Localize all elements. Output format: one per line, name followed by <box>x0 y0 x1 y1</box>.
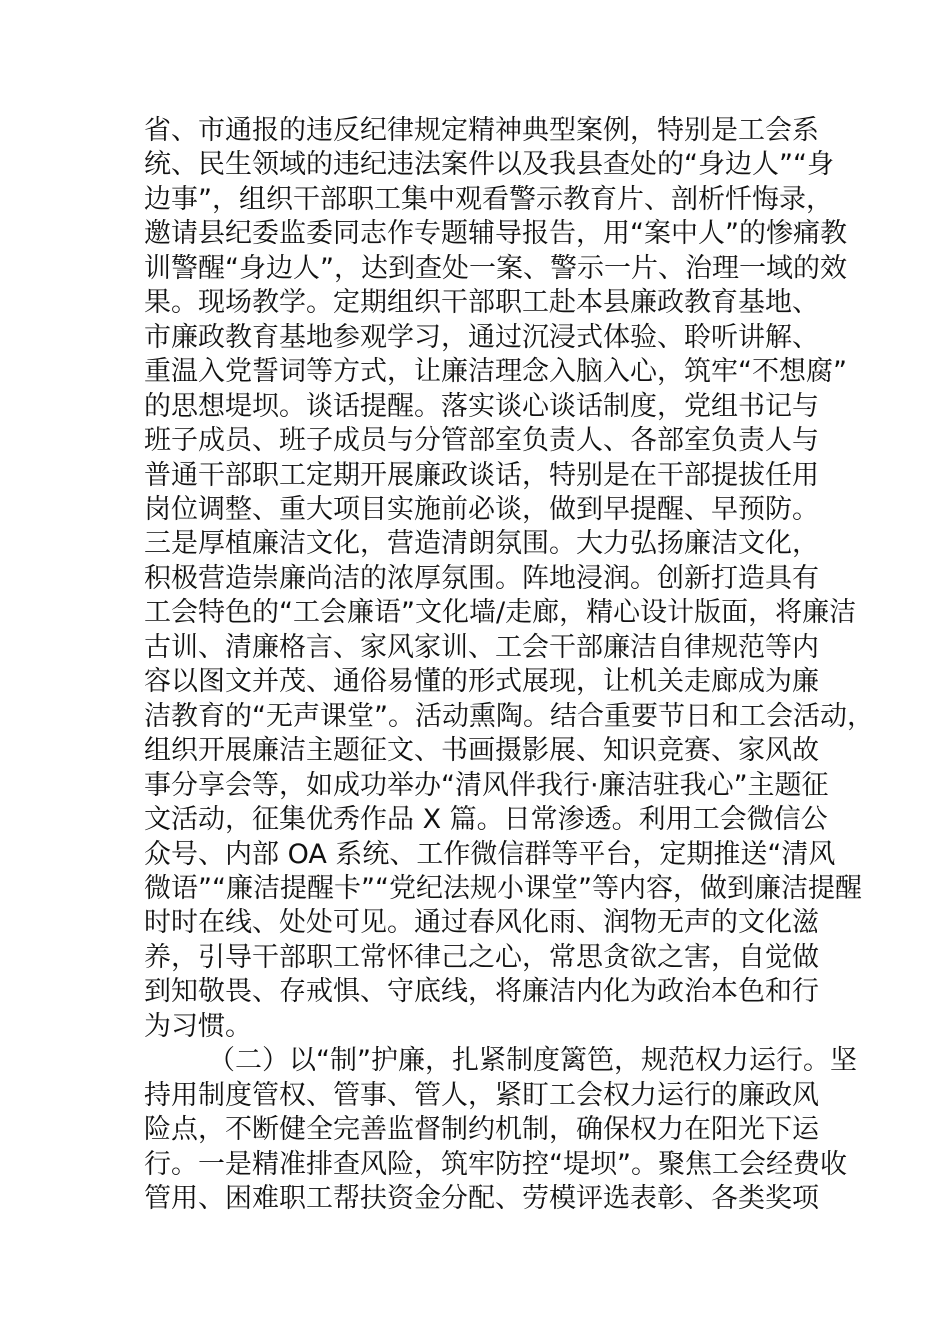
text-line: 三是厚植廉洁文化，营造清朗氛围。大力弘扬廉洁文化， <box>144 528 819 560</box>
text-line: 养，引导干部职工常怀律己之心，常思贪欲之害，自觉做 <box>144 941 819 973</box>
text-line: 持用制度管权、管事、管人，紧盯工会权力运行的廉政风 <box>144 1079 819 1111</box>
text-line: 邀请县纪委监委同志作专题辅导报告，用“案中人”的惨痛教 <box>144 218 847 250</box>
text-line: 重温入党誓词等方式，让廉洁理念入脑入心，筑牢“不想腐” <box>144 356 847 388</box>
text-line: 众号、内部 OA 系统、工作微信群等平台，定期推送“清风 <box>144 838 836 870</box>
text-line: 班子成员、班子成员与分管部室负责人、各部室负责人与 <box>144 425 819 457</box>
text-line: 省、市通报的违反纪律规定精神典型案例，特别是工会系 <box>144 115 819 146</box>
text-line: 工会特色的“工会廉语”文化墙/走廊，精心设计版面，将廉洁 <box>144 597 857 629</box>
text-line: 行。一是精准排查风险，筑牢防控“堤坝”。聚焦工会经费收 <box>144 1148 847 1180</box>
text-line: 古训、清廉格言、家风家训、工会干部廉洁自律规范等内 <box>144 631 819 663</box>
text-line: 积极营造崇廉尚洁的浓厚氛围。阵地浸润。创新打造具有 <box>144 562 819 594</box>
text-line: 管用、困难职工帮扶资金分配、劳模评选表彰、各类奖项 <box>144 1183 819 1215</box>
text-line: 洁教育的“无声课堂”。活动熏陶。结合重要节日和工会活动， <box>144 700 874 732</box>
paragraph-1 <box>144 114 874 1044</box>
document-page <box>144 114 874 1217</box>
text-line: 险点，不断健全完善监督制约机制，确保权力在阳光下运 <box>144 1114 819 1146</box>
text-line: 训警醒“身边人”，达到查处一案、警示一片、治理一域的效 <box>144 252 847 284</box>
text-line: 事分享会等，如成功举办“清风伴我行·廉洁驻我心”主题征 <box>144 769 829 801</box>
text-line-indented: （二）以“制”护廉，扎紧制度篱笆，规范权力运行。坚 <box>208 1045 857 1077</box>
text-line: 时时在线、处处可见。通过春风化雨、润物无声的文化滋 <box>144 907 819 939</box>
text-line: 的思想堤坝。谈话提醒。落实谈心谈话制度，党组书记与 <box>144 390 819 422</box>
text-line: 容以图文并茂、通俗易懂的形式展现，让机关走廊成为廉 <box>144 666 819 698</box>
paragraph-2 <box>144 1044 857 1216</box>
text-line: 统、民生领域的违纪违法案件以及我县查处的“身边人”“身 <box>144 149 834 181</box>
text-line: 到知敬畏、存戒惧、守底线，将廉洁内化为政治本色和行 <box>144 976 819 1008</box>
text-line: 普通干部职工定期开展廉政谈话，特别是在干部提拔任用 <box>144 459 819 491</box>
text-line: 组织开展廉洁主题征文、书画摄影展、知识竞赛、家风故 <box>144 735 819 767</box>
text-line: 微语”“廉洁提醒卡”“党纪法规小课堂”等内容，做到廉洁提醒 <box>144 872 862 904</box>
text-line: 岗位调整、重大项目实施前必谈，做到早提醒、早预防。 <box>144 493 819 525</box>
text-line: 市廉政教育基地参观学习，通过沉浸式体验、聆听讲解、 <box>144 321 819 353</box>
text-line: 果。现场教学。定期组织干部职工赴本县廉政教育基地、 <box>144 287 819 319</box>
text-line: 边事”，组织干部职工集中观看警示教育片、剖析忏悔录， <box>144 183 833 215</box>
text-line: 文活动，征集优秀作品 X 篇。日常渗透。利用工会微信公 <box>144 804 828 836</box>
text-line: 为习惯。 <box>144 1010 252 1042</box>
